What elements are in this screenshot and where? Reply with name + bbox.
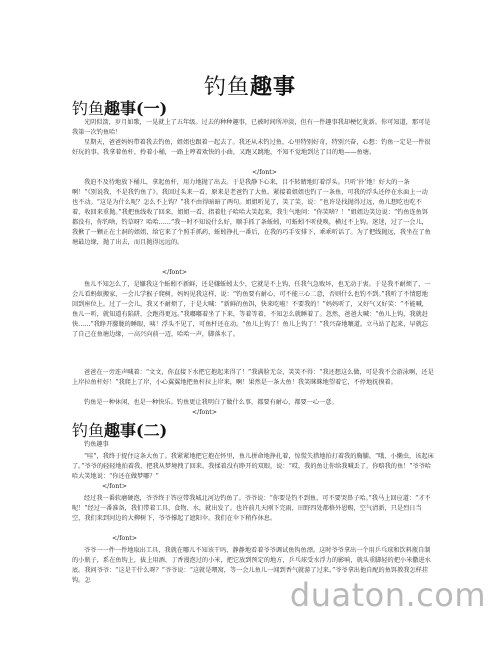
watermark: duaton.com xyxy=(289,576,486,614)
font-tag-2: </font> xyxy=(162,269,187,276)
font-tag-3: </font> xyxy=(192,409,217,416)
paragraph-4: 鱼儿不知怎么了，是嫌我这个蚯蚓不新鲜，还是嫌蚯蚓太少，它就是不上钩，任我气急败坏，也无动于衷。于是我不耐烦了，一会儿看蚂蚁搬家，一会儿学猴子爬树，妈妈见我这样，说：“钓鱼要有耐心，可不能三心二意，否则什么也钓不到。”我听了不情愿地回到座位上。过了一会儿，我又不耐烦了，于是大喊：“新鲜的鱼饵，快来吃啦！不要我的！”妈妈听了，又好气又好笑：“不能喊，鱼儿一听，就知道有陷阱，会跑得更远。”我嘟嘟着坐了下来，等着等着，不知怎么就睡着了。忽然，爸爸大喊：“鱼儿上钩，我就赶快……”我睁开朦胧的睡眼，咦！浮头不见了，可鱼杆还在动。“鱼儿上钩了！鱼儿上钩了！”我兴奋地嚷道。立马站了起来，早就忘了自己在鱼塘边缘，一高兴向前一迈，哈哈一声，脚落水了。 xyxy=(72,281,431,338)
paragraph-6: 钓鱼是一种休闲，也是一种快乐。钓鱼更让我明白了做什么事，都要有耐心，都要一心一意。 xyxy=(84,399,338,406)
section2-subtitle: 钓鱼趣事 xyxy=(84,441,109,448)
paragraph-5: 爸爸在一旁连声喊着：“文文，你直接下水把它抱起来得了！”我满脸无奈，笑笑不得：“我还想这么做，可是我不会游泳啊，还是上岸拉鱼杆好！”我爬上了岸，小心翼翼地把鱼杆拉上岸来，啊！果然是一条大鱼！我笑眯眯地望着它，不停地抚摸着。 xyxy=(72,369,434,386)
section-heading-2: 钓鱼趣事(二) xyxy=(72,421,168,440)
font-tag-1: </font> xyxy=(252,169,277,176)
paragraph-1: 光阴似箭，岁月如歌，一晃就上了五年级。过去的种种趣事，已被时间所冲淡，但有一件趣事我却梗忆犹新。你可知道，那可是我第一次钓鱼哈！ xyxy=(72,119,431,136)
font-tag-5: </font> xyxy=(112,535,137,542)
paragraph-8: 经过我一番软磨硬泡，爷爷终于答应带我城北河边钓鱼了。爷爷说：“你要是钓不到鱼，可不要哭鼻子哈。”我马上回应道：“才不呢！”经过一番准备，我们带着工具、食物、水，就出发了。也许前几天刚下完雨，田野四处都格外恩赐，空气清新，只是烈日当空，我们来到河边的大柳树下，爷爷撑起了遮阳伞。我们在伞下稍作休息。 xyxy=(72,495,431,522)
section-heading-1: 钓鱼趣事(一) xyxy=(72,99,168,118)
font-tag-4: </font> xyxy=(102,483,127,490)
paragraph-7: “哇”，我终于捉住这条大鱼了。我紧紧地把它抱在怀里，鱼儿拼命地挣扎着，惊慌失措地拍打着我的胸脯。“哦，小懒虫，该起床了。”爷爷的轻轻地拍着我，把我从梦境拽了回来。我揉着没有睁开的双眼，说：“哎，我的鱼让你给我喊丢了，你赔我的鱼！”爷爷哈哈大笑地说：“你还在做梦哪？” xyxy=(72,453,434,480)
page-title: 钓鱼趣事 xyxy=(203,74,297,100)
paragraph-2: 星期天，爸爸妈妈带着我去钓鱼，姐姐也跟着一起去了。我还从未钓过鱼，心里特别好奇，特别兴奋，心想：钓鱼一定是一件很好玩的事。我拿着鱼杆，拎着小桶，一路上哼着欢快的小曲，又跑又跳地，不知不觉地到达了目的地——鱼塘。 xyxy=(72,139,431,156)
paragraph-3: 我迫不及待地放下桶儿，拿起鱼杆，用力地抛了出去。于是我静下心来，目不转睛地盯着浮头。只听‘扑’地！好大的一条啊！“《别说我，不是我钓鱼了》。我回过头来一看，原来是老爸钓了大鱼。紧接着姐姐也钓了一条鱼，可我的浮头还停在水面上一动也不动。“这是为什么呢？怎么不上钩？”我不由得暗暗了两句。姐姐听见了，笑了笑，说：“也许是找抛得过远，鱼儿想吃也吃不着，收回来重抛。”我把鱼线收了回来，姐姐一看，指着肚子哈哈大笑起来，我生气地问：“你笑啥？！”姐姐边笑边说：“钓鱼连鱼饵都没有，你钓啥，钓草呀？哈哈……”我一时不知说什么好，顺手抓了条蚯蚓，可蚯蚓不听使唤，横过不上钩。迷迷，过了一会儿，我揪了一颗正在土洞的姐姐，给它来了个照手抓药，蚯蚓挣扎一番后，在我的巧手安排下，乖乖听话了。为了把线抛远，我坐在了鱼塘最边缘，抛了出去，而且抛得远远的。 xyxy=(72,179,431,246)
paragraph-9: 爷爷一一件一件地取出工具，我就在哪儿不知该干吗，静静地看着爷爷调试鱼钩鱼漂。这时爷爷拿出一个用乒乓球和饮料瓶自制的小瓶子，系在鱼钩上，拔上用酒、丁香漫泡过的小米，把它放到预定的地方，乒乓球受水浮力的影响，就头重脚轻的把小米撒进水底。我问爷爷：“这是干什么呀？”爷爷说：“这就是喂窝，等一会儿鱼儿一闻到香气就游了过来。”爷爷拿出他自配的鱼饵教我怎样挂钩。怎 xyxy=(72,547,431,584)
